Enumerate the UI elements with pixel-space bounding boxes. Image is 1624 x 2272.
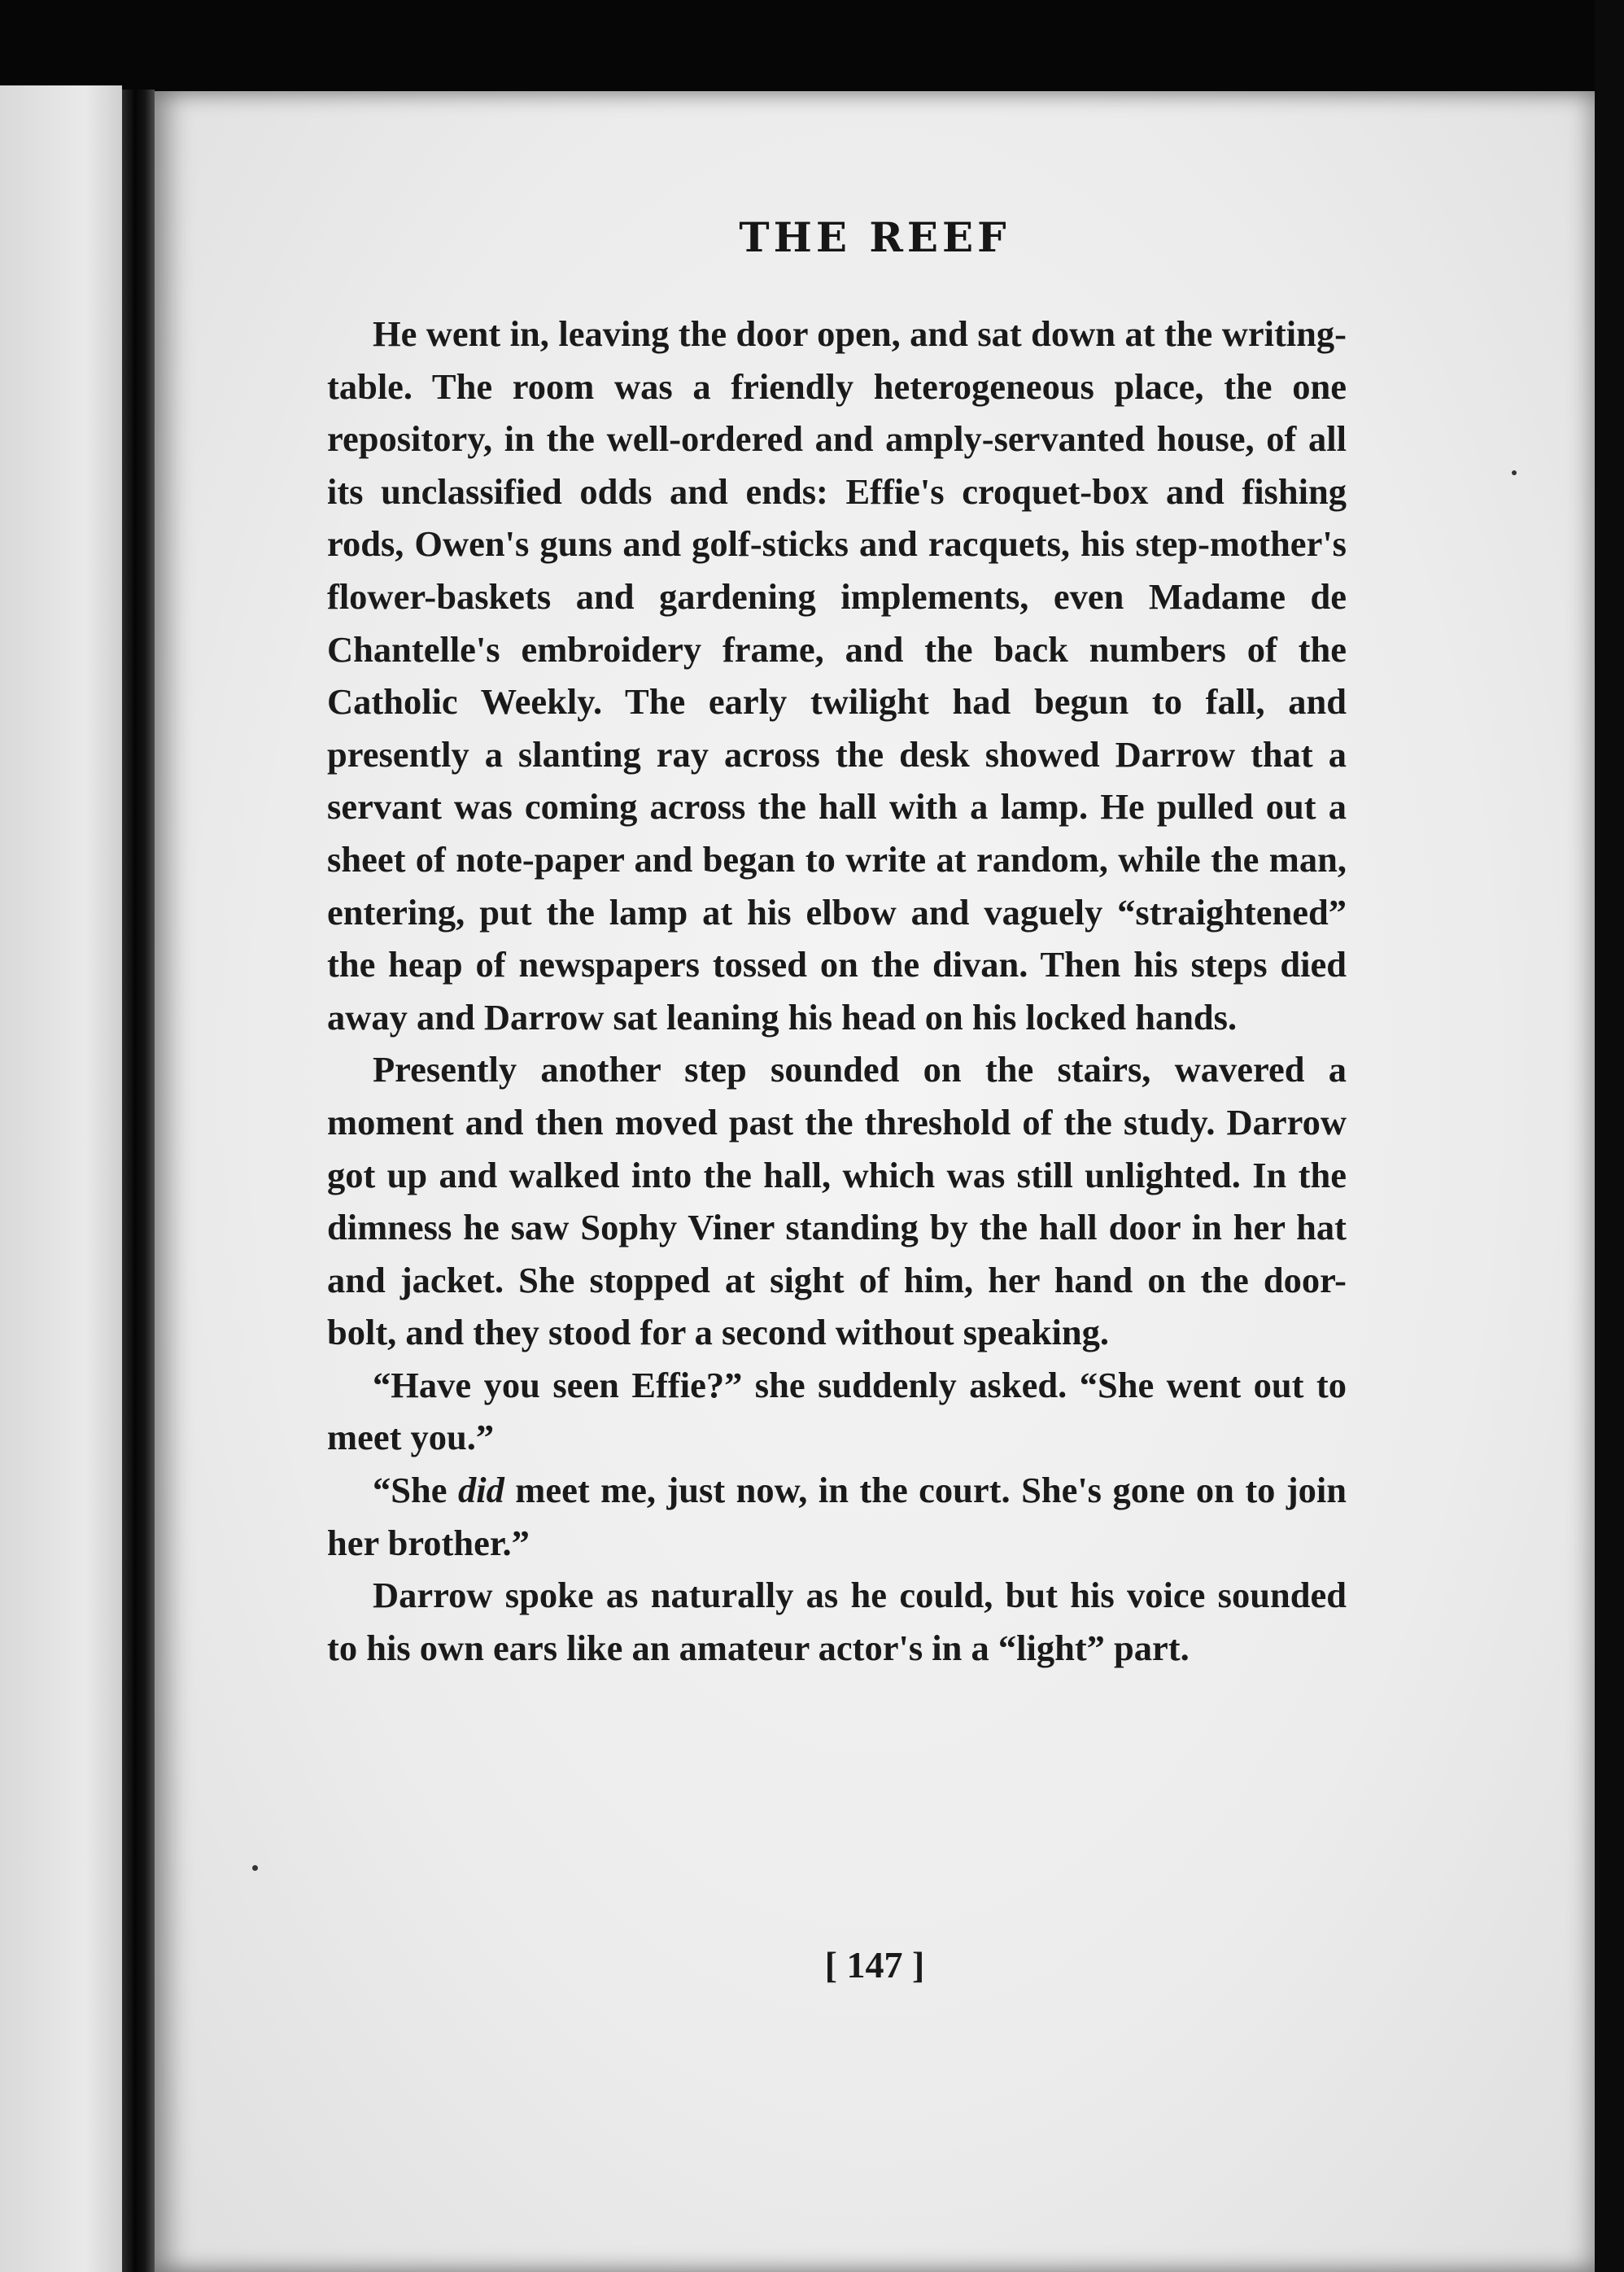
paragraph: He went in, leaving the door open, and sat down at the writing-table. The room was a friendly heterogeneous place, the one repository, in the well-ordered and amply-servanted house, of all its unclassified odds and ends: Effie's croquet-box and fishing rods, Owen's guns and golf-sticks and racquets, his step-mother's flower-baskets and gardening implements, even Madame de Chantelle's embroidery frame, and the back numbers of the Catholic Weekly. The early twilight had begun to fall, and presently a slanting ray across the desk showed Darrow that a servant was coming across the hall with a lamp. He pulled out a sheet of note-paper and began to write at random, while the man, entering, put the lamp at his elbow and vaguely “straightened” the heap of newspapers tossed on the divan. Then his steps died away and Darrow sat leaning his head on his locked hands. xyxy=(327,313,1347,1038)
text-run: “She xyxy=(373,1470,458,1511)
page-speck xyxy=(252,1865,258,1871)
paragraph xyxy=(327,1464,1347,1569)
emphasis: did xyxy=(457,1470,504,1511)
book-gutter xyxy=(122,90,155,2272)
paragraph: “Have you seen Effie?” she suddenly asked. “She went out to meet you.” xyxy=(327,1364,1347,1458)
body-text xyxy=(327,308,1347,1674)
running-head: THE REEF xyxy=(739,213,1011,261)
facing-page-edge xyxy=(0,85,122,2272)
text-run: meet me, just now, in the court. She's gone on to join her brother.” xyxy=(327,1470,1347,1563)
paragraph: Presently another step sounded on the stairs, wavered a moment and then moved past the threshold of the study. Darrow got up and walked into the hall, which was still unlighted. In the dimness he saw Sophy Viner standing by the hall door in her hat and jacket. She stopped at sight of him, her hand on the door-bolt, and they stood for a second without speaking. xyxy=(327,1049,1347,1353)
scan-border xyxy=(1595,0,1624,2272)
paragraph: Darrow spoke as naturally as he could, but his voice sounded to his own ears like an amateur actor's in a “light” part. xyxy=(327,1575,1347,1668)
page-number: [ 147 ] xyxy=(824,1944,925,1986)
page-speck xyxy=(1512,470,1517,475)
